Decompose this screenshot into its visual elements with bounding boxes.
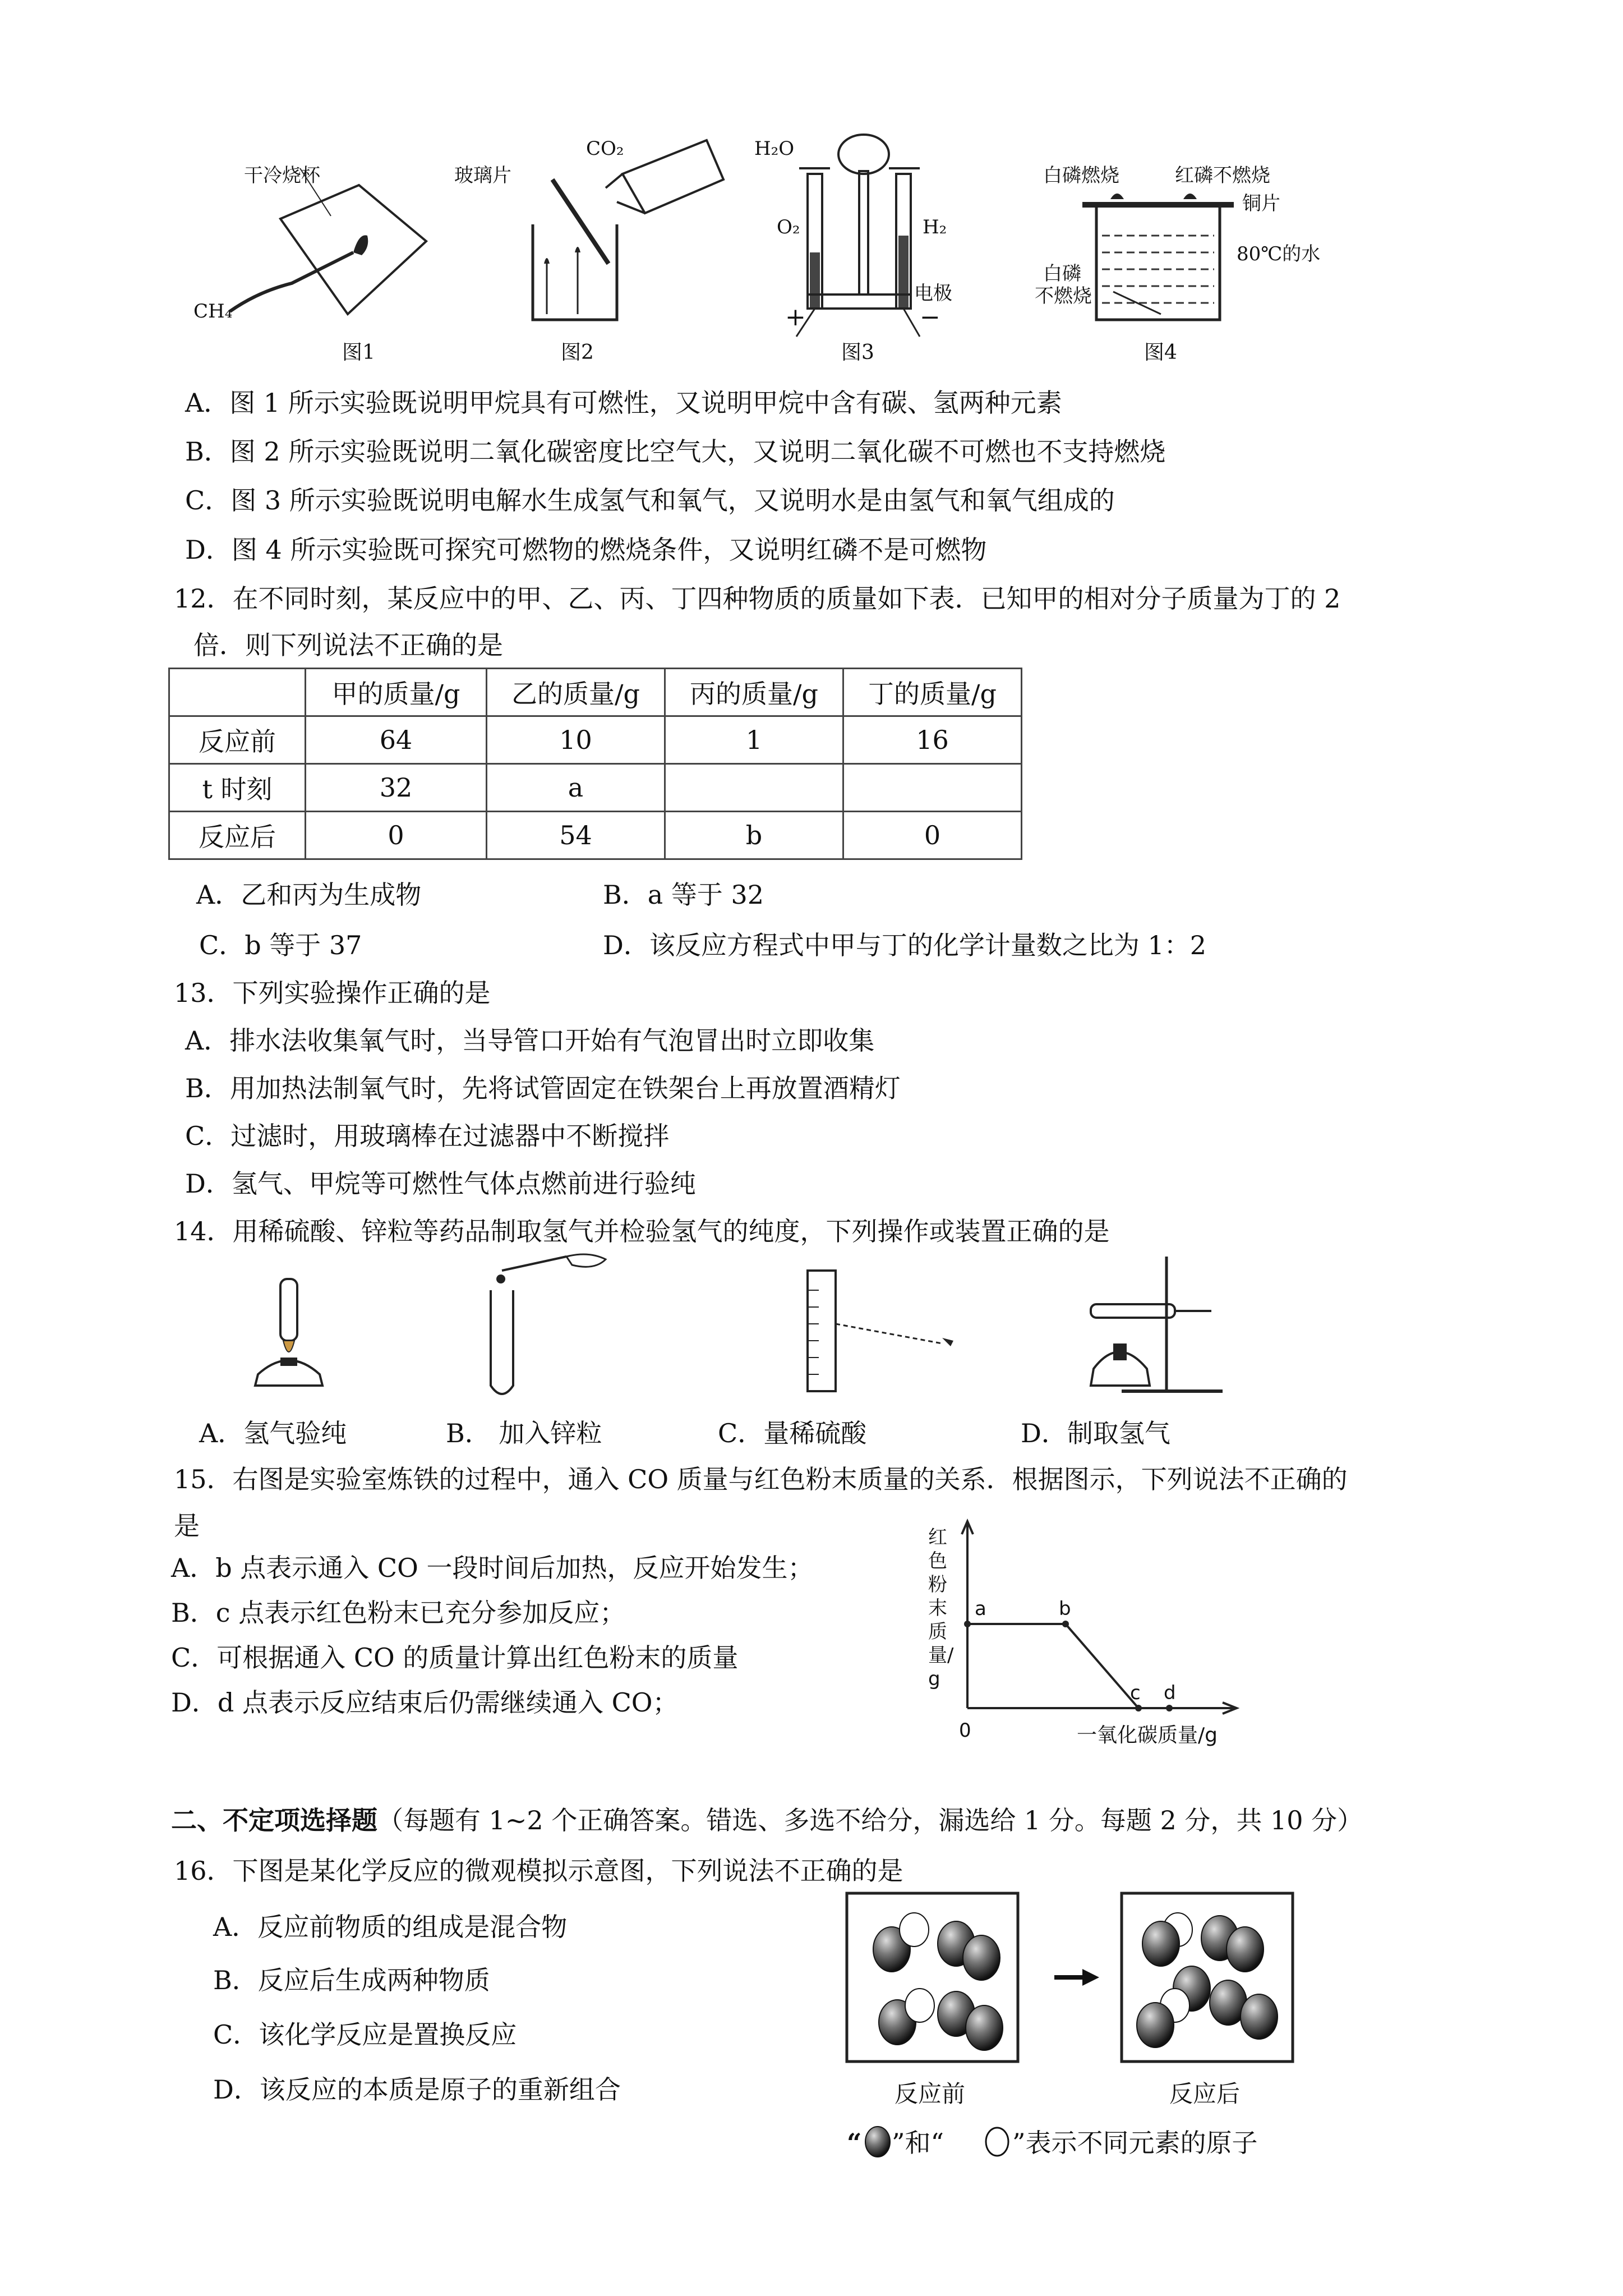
figure-3-label-h2o: H₂O bbox=[754, 137, 795, 160]
table-header-cell: 丁的质量/g bbox=[843, 669, 1022, 716]
q16-option-b: B．反应后生成两种物质 bbox=[213, 1965, 490, 1995]
q14-option-d: D．制取氢气 bbox=[1021, 1418, 1170, 1448]
figure-3-caption: 图3 bbox=[841, 341, 874, 364]
q14-stem: 14．用稀硫酸、锌粒等药品制取氢气并检验氢气的纯度，下列操作或装置正确的是 bbox=[174, 1216, 1110, 1246]
q16-label-after: 反应后 bbox=[1169, 2080, 1241, 2108]
table-cell: 反应后 bbox=[169, 812, 306, 859]
figure-4-label-copper: 铜片 bbox=[1242, 192, 1280, 215]
q16-option-c: C．该化学反应是置换反应 bbox=[213, 2019, 517, 2050]
q12-option-b: B．a 等于 32 bbox=[603, 880, 764, 910]
q16-option-a: A．反应前物质的组成是混合物 bbox=[213, 1912, 568, 1942]
table-cell: 64 bbox=[306, 716, 487, 764]
q13-stem: 13．下列实验操作正确的是 bbox=[174, 978, 491, 1008]
figure-4-label-water: 80℃的水 bbox=[1237, 243, 1321, 265]
q12-option-a: A．乙和丙为生成物 bbox=[196, 880, 422, 910]
legend-open-quote: “ bbox=[847, 2128, 862, 2158]
q11-option-d: D．图 4 所示实验既可探究可燃物的燃烧条件，又说明红磷不是可燃物 bbox=[185, 535, 987, 565]
figure-2-label-glass: 玻璃片 bbox=[454, 164, 511, 187]
figure-3-label-o2-text: O₂ bbox=[777, 216, 800, 238]
chart-x-axis-label: 一氧化碳质量/g bbox=[1077, 1724, 1218, 1747]
table-cell: 54 bbox=[487, 812, 665, 859]
figure-1-label-beaker: 干冷烧杯 bbox=[244, 164, 320, 187]
figure-2-label-co2: CO₂ bbox=[586, 137, 624, 160]
q13-option-b: B．用加热法制氧气时，先将试管固定在铁架台上再放置酒精灯 bbox=[185, 1073, 901, 1103]
legend-middle: ”和“ bbox=[892, 2128, 944, 2158]
chart-origin-label: 0 bbox=[959, 1719, 971, 1742]
q16-label-before: 反应前 bbox=[895, 2080, 966, 2108]
table-cell: 32 bbox=[306, 764, 487, 812]
figure-4-label-white-noburn-2: 不燃烧 bbox=[1035, 285, 1092, 307]
table-cell: 反应前 bbox=[169, 716, 306, 764]
table-header-cell: 丙的质量/g bbox=[665, 669, 843, 716]
q15-option-b: B．c 点表示红色粉末已充分参加反应； bbox=[171, 1598, 626, 1628]
figure-3-minus: − bbox=[920, 303, 940, 332]
q14-option-c: C．量稀硫酸 bbox=[718, 1418, 867, 1448]
q11-option-b: B．图 2 所示实验既说明二氧化碳密度比空气大，又说明二氧化碳不可燃也不支持燃烧 bbox=[185, 436, 1166, 467]
table-cell: 1 bbox=[665, 716, 843, 764]
chart-y-axis-label: 红色粉末质量/g bbox=[928, 1526, 954, 1690]
q14-option-b: B． 加入锌粒 bbox=[446, 1418, 602, 1448]
table-cell: 0 bbox=[843, 812, 1022, 859]
q13-option-d: D．氢气、甲烷等可燃性气体点燃前进行验纯 bbox=[185, 1168, 696, 1199]
q12-option-c: C．b 等于 37 bbox=[199, 930, 362, 960]
q11-option-c: C．图 3 所示实验既说明电解水生成氢气和氧气，又说明水是由氢气和氧气组成的 bbox=[185, 485, 1115, 516]
section-2-title: 二、不定项选择题 bbox=[171, 1805, 377, 1835]
legend-dark-atom bbox=[865, 2127, 890, 2157]
chart-point-label-a: a bbox=[975, 1598, 986, 1620]
figure-1-caption: 图1 bbox=[342, 341, 375, 364]
q13-option-c: C．过滤时，用玻璃棒在过滤器中不断搅拌 bbox=[185, 1121, 670, 1151]
table-header-cell: 乙的质量/g bbox=[487, 669, 665, 716]
figure-2-caption: 图2 bbox=[561, 341, 594, 364]
table-cell: a bbox=[487, 764, 665, 812]
figure-4-caption: 图4 bbox=[1144, 341, 1177, 364]
q14-option-a: A．氢气验纯 bbox=[199, 1418, 347, 1448]
table-header-cell: 甲的质量/g bbox=[306, 669, 487, 716]
table-cell: t 时刻 bbox=[169, 764, 306, 812]
figure-1-label-ch4: CH₄ bbox=[193, 300, 233, 323]
table-cell: 0 bbox=[306, 812, 487, 859]
q13-option-a: A．排水法收集氧气时，当导管口开始有气泡冒出时立即收集 bbox=[185, 1025, 875, 1056]
q15-stem-line2: 是 bbox=[174, 1511, 200, 1541]
figure-3-label-electrode: 电极 bbox=[914, 282, 952, 305]
table-cell: 16 bbox=[843, 716, 1022, 764]
chart-point-label-c: c bbox=[1130, 1682, 1141, 1704]
figure-3-label-h2: H₂ bbox=[923, 216, 947, 238]
figure-4-label-white-noburn-1: 白磷 bbox=[1043, 263, 1081, 285]
q12-stem-line2: 倍．则下列说法不正确的是 bbox=[193, 630, 503, 660]
legend-white-atom bbox=[986, 2128, 1008, 2156]
figure-4-label-red-noburn: 红磷不燃烧 bbox=[1175, 164, 1270, 187]
q16-stem: 16．下图是某化学反应的微观模拟示意图，下列说法不正确的是 bbox=[174, 1856, 903, 1886]
q15-option-c: C．可根据通入 CO 的质量计算出红色粉末的质量 bbox=[171, 1642, 739, 1673]
legend-end: ”表示不同元素的原子 bbox=[1012, 2128, 1258, 2158]
q15-stem-line1: 15．右图是实验室炼铁的过程中，通入 CO 质量与红色粉末质量的关系．根据图示，下列说法不正确的 bbox=[174, 1464, 1348, 1494]
section-2-note: （每题有 1~2 个正确答案。错选、多选不给分，漏选给 1 分。每题 2 分，共 10 分） bbox=[377, 1805, 1363, 1835]
q16-option-d: D．该反应的本质是原子的重新组合 bbox=[213, 2074, 621, 2105]
chart-point-label-b: b bbox=[1059, 1598, 1071, 1620]
q12-stem-line1: 12．在不同时刻，某反应中的甲、乙、丙、丁四种物质的质量如下表．已知甲的相对分子质量为丁的 2 bbox=[174, 583, 1341, 614]
table-cell: b bbox=[665, 812, 843, 859]
table-cell: 10 bbox=[487, 716, 665, 764]
q15-option-a: A．b 点表示通入 CO 一段时间后加热，反应开始发生； bbox=[171, 1553, 814, 1583]
figure-4-label-white-burn: 白磷燃烧 bbox=[1043, 164, 1119, 187]
q15-option-d: D．d 点表示反应结束后仍需继续通入 CO； bbox=[171, 1687, 679, 1718]
chart-point-label-d: d bbox=[1164, 1682, 1176, 1704]
q11-option-a: A．图 1 所示实验既说明甲烷具有可燃性，又说明甲烷中含有碳、氢两种元素 bbox=[185, 388, 1062, 418]
figure-3-plus: + bbox=[785, 303, 806, 332]
q12-option-d: D．该反应方程式中甲与丁的化学计量数之比为 1：2 bbox=[603, 930, 1207, 960]
